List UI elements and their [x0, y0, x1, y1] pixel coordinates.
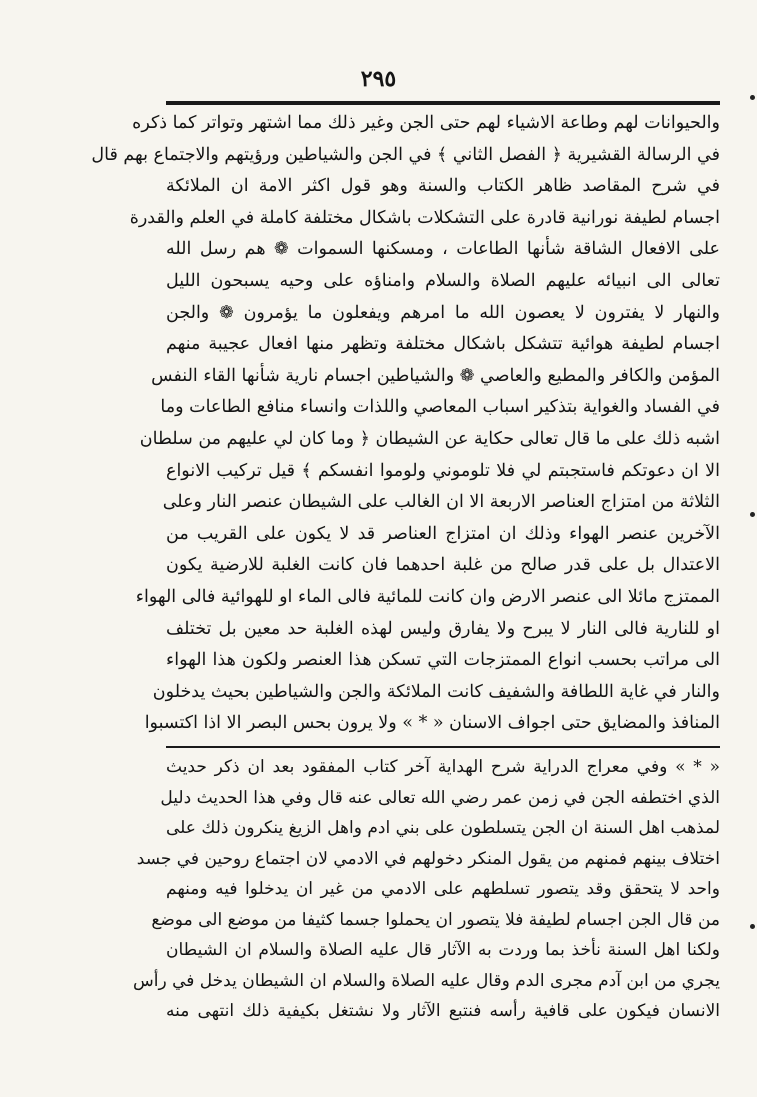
footnote-line: اختلاف بينهم فمنهم من يقول المنكر دخولهم في الادمي لان اجتماع روحين في جسد	[136, 848, 720, 869]
footnote-line: لمذهب اهل السنة ان الجن يتسلطون على بني ادم واهل الزيغ ينكرون ذلك على	[166, 818, 720, 838]
footnote-line: يجري من ابن آدم مجرى الدم وقال عليه الصلاة والسلام ان الشيطان يدخل في رأس	[133, 970, 720, 991]
footnote-block	[133, 752, 720, 1027]
main-text-line: او للنارية فالى النار لا يبرح ولا يفارق وليس لهذه الغلبة حد معين بل تختلف	[166, 618, 720, 639]
footnote-line: واحد لا يتحقق وقد يتصور تسلطهم على الادمي من غير ان يدخلوا فيه ومنهم	[166, 879, 720, 899]
main-text-line: الاعتدال بل على قدر صالح من غلبة احدهما فان كانت الغلبة للارضية يكون	[166, 555, 720, 576]
footnote-line: من قال الجن اجسام لطيفة فلا يتصور ان يحملوا جسما كثيفا من موضع الى موضع	[151, 909, 720, 930]
main-text-line: الثلاثة من امتزاج العناصر الاربعة الا ان الغالب على الشيطان عنصر النار وعلى	[162, 492, 720, 513]
main-text-line: تعالى الى انبيائه عليهم الصلاة والسلام وامناؤه على وحيه يسبحون الليل	[166, 270, 720, 291]
main-text-line: في شرح المقاصد ظاهر الكتاب والسنة وهو قول اكثر الامة ان الملائكة	[166, 176, 720, 197]
main-text-line: الا ان دعوتكم فاستجبتم لي فلا تلوموني ولوموا انفسكم ﴾ قيل تركيب الانواع	[166, 460, 720, 481]
footnote-line: الانسان فيكون على قافية رأسه فنتبع الآثار ولا نشتغل بكيفية ذلك انتهى منه	[166, 1001, 720, 1021]
main-text-line: والنار في غاية اللطافة والشفيف كانت الملائكة والجن والشياطين بحيث يدخلون	[152, 681, 720, 702]
main-text-line: على الافعال الشاقة شأنها الطاعات ، ومسكنها السموات ❁ هم رسل الله	[166, 239, 720, 260]
main-text-line: اشبه ذلك على ما قال تعالى حكاية عن الشيطان ﴿ وما كان لي عليهم من سلطان	[139, 428, 720, 449]
main-text-line: والحيوانات لهم وطاعة الاشياء لهم حتى الجن وغير ذلك مما اشتهر وتواتر كما ذكره	[132, 113, 720, 133]
main-text-line: والنهار لا يفترون لا يعصون الله ما امرهم ويفعلون ما يؤمرون ❁ والجن	[166, 302, 720, 323]
main-text-line: الآخرين عنصر الهواء وذلك ان امتزاج العناصر قد لا يكون على القريب من	[166, 523, 720, 544]
header-rule	[166, 101, 720, 105]
main-text-line: اجسام لطيفة هوائية تتشكل باشكال مختلفة وتظهر منها افعال عجيبة منهم	[166, 334, 720, 355]
main-text-block	[91, 108, 720, 740]
margin-dot	[750, 512, 755, 517]
footnote-separator	[166, 746, 720, 748]
footnote-line: ولكنا اهل السنة نأخذ بما وردت به الآثار قال عليه الصلاة والسلام ان الشيطان	[166, 940, 720, 960]
main-text-line: في الرسالة القشيرية ﴿ الفصل الثاني ﴾ في الجن والشياطين ورؤيتهم والاجتماع بهم قال	[91, 144, 720, 165]
footnote-line: الذي اختطفه الجن في زمن عمر رضي الله تعالى عنه قال وفي هذا الحديث دليل	[160, 787, 720, 808]
main-text-line: في الفساد والغواية بتذكير اسباب المعاصي واللذات وانساء منافع الطاعات وما	[160, 397, 720, 418]
main-text-line: الى مراتب بحسب انواع الممتزجات التي تسكن هذا العنصر ولكون هذا الهواء	[166, 650, 720, 671]
main-text-line: المؤمن والكافر والمطيع والعاصي ❁ والشياطين اجسام نارية شأنها القاء النفس	[151, 365, 720, 386]
main-text-line: اجسام لطيفة نورانية قادرة على التشكلات باشكال مختلفة كاملة في العلم والقدرة	[129, 207, 720, 228]
margin-dot	[750, 95, 755, 100]
margin-dot	[750, 924, 755, 929]
main-text-line: المنافذ والمضايق حتى اجواف الاسنان « * » ولا يرون بحس البصر الا اذا اكتسبوا	[144, 713, 720, 734]
footnote-line: « * » وفي معراج الدراية شرح الهداية آخر كتاب المفقود بعد ان ذكر حديث	[166, 757, 720, 777]
page-number: ٢٩٥	[360, 66, 397, 92]
main-text-line: الممتزج مائلا الى عنصر الارض وان كانت للمائية فالى الماء او للهوائية فالى الهواء	[135, 586, 720, 607]
